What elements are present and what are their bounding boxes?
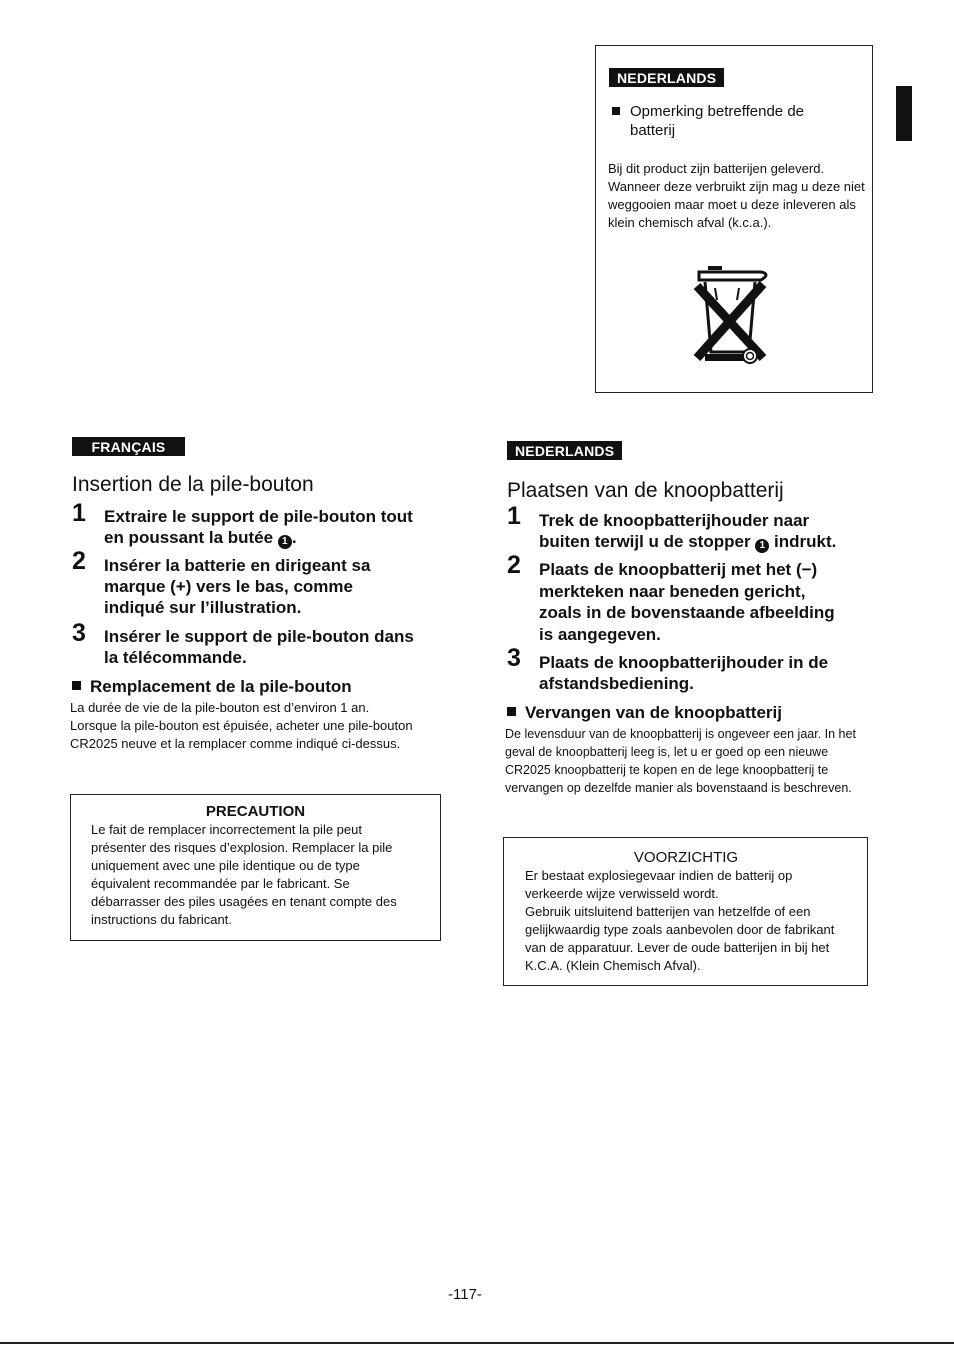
crossed-bin-icon <box>691 258 781 370</box>
precaution-box <box>70 794 441 941</box>
ref-marker-1-icon: 1 <box>755 539 769 553</box>
bullet-square-icon <box>72 681 81 690</box>
step-line: indrukt. <box>774 532 837 551</box>
subsection-title-nl <box>507 703 782 723</box>
step-number: 1 <box>72 499 86 527</box>
side-tab-marker <box>896 86 912 141</box>
step-2-text-fr <box>104 555 449 618</box>
subsection-text-fr: La durée de vie de la pile-bouton est d’environ 1 an. Lorsque la pile-bouton est épuisée, acheter une pile-bouton CR2025 neuve et la remplacer comme indiqué ci-dessus. <box>70 700 413 751</box>
step-line: is aangegeven. <box>539 624 661 644</box>
voorzichtig-title: VOORZICHTIG <box>633 849 739 866</box>
voorzichtig-box <box>503 837 868 986</box>
step-line: en poussant la butée <box>104 528 274 547</box>
precaution-text: Le fait de remplacer incorrectement la pile peut présenter des risques d’explosion. Remplacer la pile uniquement avec une pile identique ou de type équivalent recommandée par le fabricant. Se débarrasser des piles usagées en tenant compte des instructions du fabricant. <box>91 822 397 927</box>
step-number: 2 <box>507 551 521 579</box>
step-line: Plaats de knoopbatterijhouder in de <box>539 653 829 672</box>
step-line: Insérer le support de pile-bouton dans <box>104 627 414 646</box>
subsection-title-fr <box>72 677 352 697</box>
subsection-title-text: Remplacement de la pile-bouton <box>90 677 352 696</box>
step-line: indiqué sur l’illustration. <box>104 598 302 617</box>
step-1-text-nl <box>539 510 899 553</box>
step-2-text-nl <box>539 559 899 645</box>
battery-note-heading-line2: batterij <box>630 122 676 139</box>
step-3-text-nl <box>539 652 899 694</box>
bullet-square-icon <box>507 707 516 716</box>
language-badge-fr: FRANÇAIS <box>72 437 185 456</box>
footer-rule <box>0 1342 954 1344</box>
precaution-title: PRECAUTION <box>205 803 306 820</box>
step-line: Trek de knoopbatterijhouder naar <box>539 511 810 530</box>
language-badge-nl: NEDERLANDS <box>507 441 622 460</box>
step-line: zoals in de bovenstaande afbeelding <box>539 603 835 622</box>
step-line: la télécommande. <box>104 648 247 667</box>
step-number: 1 <box>507 502 521 530</box>
battery-note-heading-line1: Opmerking betreffende de <box>630 103 805 120</box>
subsection-title-text: Vervangen van de knoopbatterij <box>525 703 782 722</box>
step-line: Plaats de knoopbatterij met het (−) <box>539 560 818 579</box>
section-title-nl: Plaatsen van de knoopbatterij <box>507 479 784 502</box>
ref-marker-1-icon: 1 <box>278 535 292 549</box>
step-number: 3 <box>507 644 521 672</box>
step-line: Extraire le support de pile-bouton tout <box>104 507 413 526</box>
step-number: 3 <box>72 619 86 647</box>
step-line: afstandsbediening. <box>539 674 694 693</box>
step-number: 2 <box>72 547 86 575</box>
step-line: merkteken naar beneden gericht, <box>539 581 806 601</box>
subsection-text-nl: De levensduur van de knoopbatterij is ongeveer een jaar. In het geval de knoopbatterij leeg is, let u er goed op een nieuwe CR2025 knoopbatterij te kopen en de lege knoopbatterij te vervangen op dezelfde manier als bovenstaand is beschreven. <box>505 727 856 795</box>
battery-note-heading <box>612 102 862 140</box>
voorzichtig-text-2: Gebruik uitsluitend batterijen van hetzelfde of een gelijkwaardig type zoals aanbevolen door de fabrikant van de apparatuur. Lever de oude batterijen in bij het K.C.A. (Klein Chemisch Afval). <box>525 904 835 973</box>
battery-note-box <box>595 45 873 393</box>
step-1-text-fr: Extraire le support de pile-bouton tout en poussant la butée 1 . <box>104 507 413 547</box>
step-3-text-fr <box>104 626 449 668</box>
page-number: -117- <box>448 1286 482 1303</box>
battery-note-text: Bij dit product zijn batterijen geleverd. Wanneer deze verbruikt zijn mag u deze niet weggooien maar moet u deze inleveren als klein chemisch afval (k.c.a.). <box>608 161 865 230</box>
voorzichtig-text-1: Er bestaat explosiegevaar indien de batterij op verkeerde wijze verwisseld wordt. <box>525 868 793 901</box>
step-line: buiten terwijl u de stopper <box>539 532 751 551</box>
step-line: marque (+) vers le bas, comme <box>104 577 353 596</box>
language-badge: NEDERLANDS <box>609 68 724 87</box>
section-title-fr: Insertion de la pile-bouton <box>72 473 314 496</box>
step-line: Insérer la batterie en dirigeant sa <box>104 556 371 575</box>
